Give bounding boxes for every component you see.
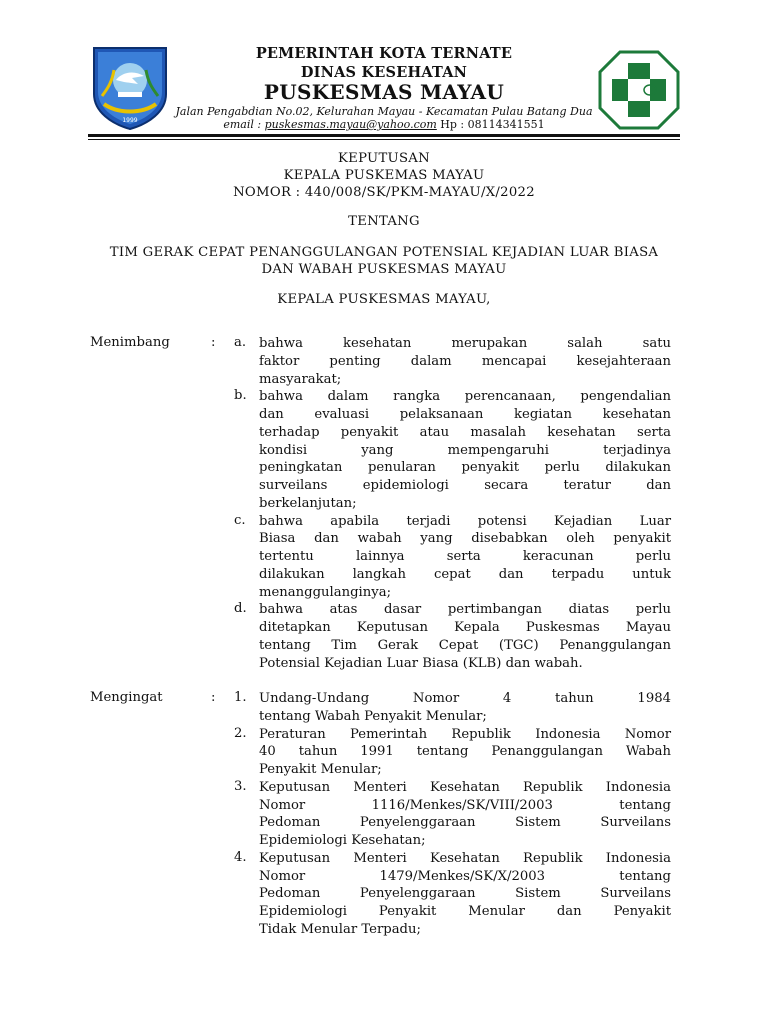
mengingat-item-marker: 1. — [234, 690, 247, 705]
decree-title: KEPUTUSAN — [338, 151, 430, 166]
header-divider — [88, 134, 680, 137]
mengingat-label: Mengingat — [90, 690, 163, 705]
phone-number: Hp : 08114341551 — [440, 118, 545, 131]
menimbang-label: Menimbang — [90, 335, 170, 350]
menimbang-item-line: peningkatan penularan penyakit perlu dilakukan — [259, 460, 671, 476]
menimbang-item-line: faktor penting dalam mencapai kesejahteraan — [259, 353, 671, 369]
mengingat-item-line: Nomor 1479/Menkes/SK/X/2003 tentang — [259, 868, 671, 884]
department-name: DINAS KESEHATAN — [300, 64, 468, 81]
mengingat-item-marker: 3. — [234, 778, 247, 794]
menimbang-item-line: bahwa atas dasar pertimbangan diatas perlu — [259, 602, 671, 618]
decree-subject-line1: TIM GERAK CEPAT PENANGGULANGAN POTENSIAL KEJADIAN LUAR BIASA — [109, 245, 659, 260]
menimbang-item-marker: b. — [234, 388, 247, 404]
menimbang-item-line: berkelanjutan; — [259, 495, 357, 511]
mengingat-item-line: Keputusan Menteri Kesehatan Republik Indonesia — [259, 850, 671, 866]
menimbang-item-line: tentang Tim Gerak Cepat (TGC) Penanggulangan — [259, 637, 671, 653]
menimbang-item-line: kondisi yang mempengaruhi terjadinya — [259, 442, 671, 458]
decree-number: NOMOR : 440/008/SK/PKM-MAYAU/X/2022 — [233, 185, 535, 200]
mengingat-item-line: Penyakit Menular; — [259, 762, 382, 777]
email-label: email : — [223, 118, 262, 131]
menimbang-item-marker: c. — [234, 512, 246, 528]
mengingat-item-line: Epidemiologi Penyakit Menular dan Penyakit — [259, 904, 671, 919]
government-name: PEMERINTAH KOTA TERNATE — [255, 45, 513, 62]
menimbang-item-line: Potensial Kejadian Luar Biasa (KLB) dan wabah. — [259, 655, 583, 671]
mengingat-item-marker: 4. — [234, 849, 247, 865]
menimbang-item-line: dan evaluasi pelaksanaan kegiatan kesehatan — [259, 407, 671, 422]
mengingat-item-marker: 2. — [234, 725, 247, 741]
mengingat-item-line: Keputusan Menteri Kesehatan Republik Indonesia — [259, 779, 671, 795]
institution-name: PUSKESMAS MAYAU — [263, 80, 505, 104]
menimbang-item-marker: a. — [234, 335, 247, 350]
menimbang-item-line: surveilans epidemiologi secara teratur dan — [259, 478, 671, 493]
contact-line — [150, 118, 618, 131]
mengingat-item-line: Pedoman Penyelenggaraan Sistem Surveilans — [259, 886, 671, 902]
menimbang-item-line: masyarakat; — [259, 371, 342, 387]
menimbang-item-line: ditetapkan Keputusan Kepala Puskesmas Mayau — [259, 620, 671, 635]
emblem-year: 1999 — [122, 117, 138, 124]
decree-about: TENTANG — [348, 214, 420, 229]
decree-signatory: KEPALA PUSKESMAS MAYAU, — [277, 292, 491, 307]
menimbang-item-line: bahwa apabila terjadi potensi Kejadian Luar — [259, 513, 671, 529]
mengingat-item-line: Pedoman Penyelenggaraan Sistem Surveilans — [259, 815, 671, 831]
mengingat-item-line: Epidemiologi Kesehatan; — [259, 833, 426, 848]
menimbang-colon: : — [211, 335, 216, 350]
menimbang-item-marker: d. — [234, 601, 247, 617]
mengingat-item-line: tentang Wabah Penyakit Menular; — [259, 708, 487, 724]
menimbang-item-line: Biasa dan wabah yang disebabkan oleh penyakit — [259, 531, 671, 547]
menimbang-item-line: dilakukan langkah cepat dan terpadu untuk — [259, 566, 671, 582]
mengingat-colon: : — [211, 690, 216, 705]
menimbang-item-line: bahwa kesehatan merupakan salah satu — [259, 336, 671, 351]
decree-subject-line2: DAN WABAH PUSKESMAS MAYAU — [261, 262, 507, 277]
email-link[interactable]: puskesmas.mayau@yahoo.com — [264, 118, 437, 131]
mengingat-item-line: 40 tahun 1991 tentang Penanggulangan Wabah — [259, 744, 671, 760]
mengingat-item-line: Undang-Undang Nomor 4 tahun 1984 — [259, 691, 671, 706]
menimbang-item-line: tertentu lainnya serta keracunan perlu — [259, 549, 671, 564]
menimbang-item-line: terhadap penyakit atau masalah kesehatan serta — [259, 424, 671, 440]
address: Jalan Pengabdian No.02, Kelurahan Mayau - Kecamatan Pulau Batang Dua — [175, 105, 593, 118]
mengingat-item-line: Tidak Menular Terpadu; — [259, 921, 421, 937]
mengingat-item-line: Nomor 1116/Menkes/SK/VIII/2003 tentang — [259, 797, 671, 813]
menimbang-item-line: bahwa dalam rangka perencanaan, pengendalian — [259, 389, 671, 405]
menimbang-item-line: menanggulanginya; — [259, 584, 392, 600]
mengingat-item-line: Peraturan Pemerintah Republik Indonesia Nomor — [259, 726, 671, 742]
header-divider-thin — [88, 139, 680, 140]
decree-issuer: KEPALA PUSKEMAS MAYAU — [283, 168, 485, 183]
